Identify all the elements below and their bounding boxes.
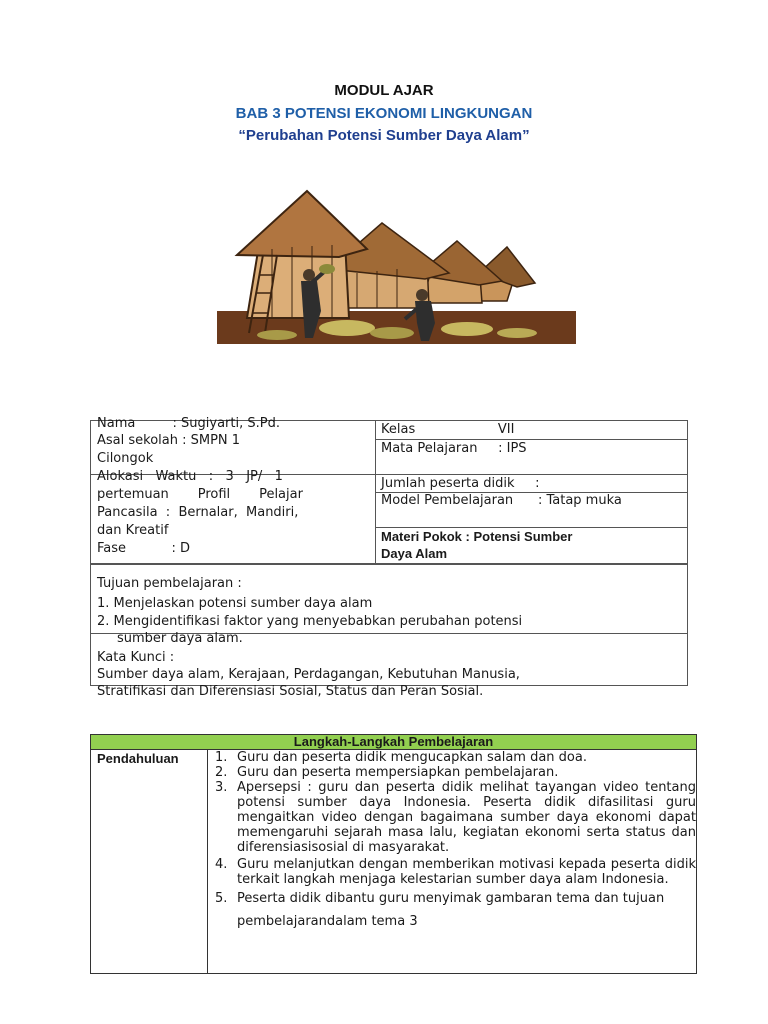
profile-field-cont: dan Kreatif	[97, 523, 169, 538]
main-material-field-cont: Daya Alam	[381, 546, 447, 561]
chapter-title: BAB 3 POTENSI EKONOMI LINGKUNGAN	[235, 105, 533, 122]
objective-item: 1. Menjelaskan potensi sumber daya alam	[97, 596, 373, 611]
step-text: pembelajarandalam tema 3	[237, 914, 418, 929]
profile-field: Pancasila : Bernalar, Mandiri,	[97, 505, 299, 520]
step-item	[212, 765, 696, 780]
step-text: Apersepsi : guru dan peserta didik melihat tayangan video tentang potensi sumber daya Indonesia. Peserta didik difasilitasi guru mengaitkan video dengan bagaimana sumber daya ekonomi dapat memengaruhi sejarah masa lalu, kegiatan ekonomi serta status dan diferensiasisosial di masyarakat.	[237, 780, 696, 855]
objectives-heading: Tujuan pembelajaran :	[97, 576, 242, 591]
phase-field: Fase : D	[97, 541, 190, 556]
learning-steps-table	[90, 734, 697, 974]
objective-item: 2. Mengidentifikasi faktor yang menyebabkan perubahan potensi	[97, 614, 523, 629]
step-item	[212, 891, 696, 906]
learning-model-field: Model Pembelajaran : Tatap muka	[381, 493, 622, 508]
step-item-cont	[212, 914, 696, 929]
learning-steps-column-divider	[207, 750, 208, 974]
subject-field: Mata Pelajaran : IPS	[381, 441, 527, 456]
time-allocation-field: Alokasi Waktu : 3 JP/ 1	[97, 469, 283, 484]
class-field: Kelas VII	[381, 422, 515, 437]
document-subtitle: “Perubahan Potensi Sumber Daya Alam”	[238, 127, 530, 144]
phase-label: Pendahuluan	[97, 751, 179, 766]
time-allocation-field-cont: pertemuan Profil Pelajar	[97, 487, 303, 502]
step-text: Guru melanjutkan dengan memberikan motivasi kepada peserta didik terkait langkah menjaga kelestarian sumber daya alam Indonesia.	[237, 857, 696, 887]
step-number: 3.	[215, 780, 228, 795]
step-text: Guru dan peserta mempersiapkan pembelajaran.	[237, 765, 559, 780]
step-item	[212, 750, 696, 765]
step-item	[212, 857, 696, 887]
step-number: 5.	[215, 891, 228, 906]
step-number: 4.	[215, 857, 228, 872]
keywords-text-cont: Stratifikasi dan Diferensiasi Sosial, Status dan Peran Sosial.	[97, 684, 484, 699]
school-field: Asal sekolah : SMPN 1	[97, 433, 241, 448]
step-item	[212, 780, 696, 855]
step-number: 2.	[215, 765, 228, 780]
main-material-field: Materi Pokok : Potensi Sumber	[381, 529, 573, 544]
step-text: Peserta didik dibantu guru menyimak gambaran tema dan tujuan	[237, 891, 665, 906]
step-number: 1.	[215, 750, 228, 765]
step-text: Guru dan peserta didik mengucapkan salam dan doa.	[237, 750, 587, 765]
learning-steps-list	[212, 750, 696, 929]
student-count-field: Jumlah peserta didik :	[381, 476, 540, 491]
keywords-heading: Kata Kunci :	[97, 650, 175, 665]
objective-item-cont: sumber daya alam.	[117, 631, 243, 646]
keywords-text: Sumber daya alam, Kerajaan, Perdagangan, Kebutuhan Manusia,	[97, 667, 520, 682]
module-info-table	[90, 416, 688, 699]
traditional-houses-illustration	[217, 183, 576, 344]
name-field: Nama : Sugiyarti, S.Pd.	[97, 416, 280, 431]
school-field-cont: Cilongok	[97, 451, 154, 466]
document-title: MODUL AJAR	[334, 82, 434, 99]
learning-steps-header: Langkah-Langkah Pembelajaran	[91, 735, 696, 750]
